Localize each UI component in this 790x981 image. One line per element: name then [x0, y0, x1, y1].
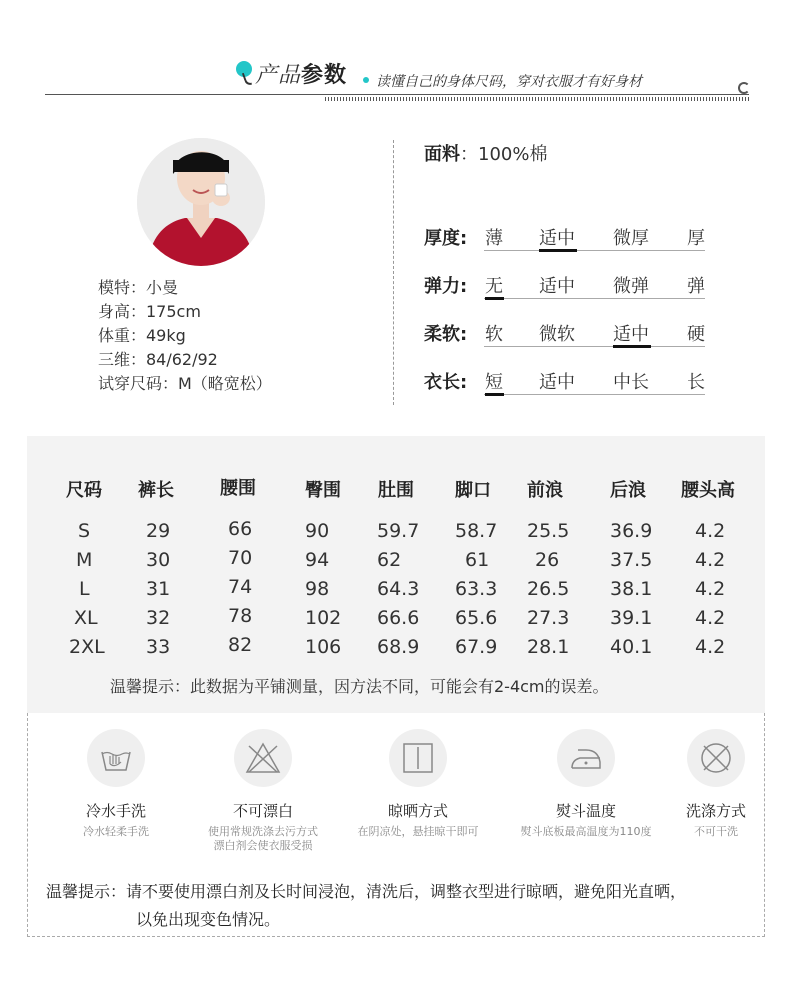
table-cell: 37.5: [610, 549, 653, 571]
table-cell: 90: [305, 520, 330, 542]
care-title: 熨斗温度: [555, 802, 616, 820]
table-cell: M: [76, 549, 93, 571]
header-hook-icon: [242, 71, 252, 86]
property-option: 微软: [539, 324, 575, 345]
property-option: 适中: [539, 228, 575, 249]
table-cell: S: [78, 520, 91, 542]
property-selected-marker: [485, 297, 504, 300]
size-table: [27, 436, 765, 713]
care-title: 晾晒方式: [387, 802, 448, 820]
property-scale-line: [484, 250, 705, 251]
property-option: 弹: [687, 276, 705, 297]
table-cell: 38.1: [610, 578, 653, 600]
table-cell: 30: [146, 549, 171, 571]
table-header: 腰头高: [681, 480, 735, 501]
table-cell: 4.2: [695, 607, 726, 629]
care-item-hand-wash: [56, 729, 176, 839]
table-cell: XL: [74, 607, 98, 629]
model-info: [98, 276, 272, 396]
table-cell: 28.1: [527, 636, 570, 658]
care-item-iron: [506, 729, 666, 839]
table-header: 前浪: [527, 480, 563, 501]
care-desc: 漂白剂会使衣服受损: [213, 839, 313, 852]
table-cell: 26: [535, 549, 560, 571]
property-scale-line: [484, 298, 705, 299]
property-option: 短: [485, 372, 503, 393]
property-selected-marker: [539, 249, 577, 252]
header-subtitle: 读懂自己的身体尺码，穿对衣服才有好身材: [376, 74, 642, 90]
care-note-line: 温馨提示：请不要使用漂白剂及长时间浸泡，清洗后，调整衣型进行晾晒，避免阳光直晒，: [46, 882, 687, 901]
table-cell: 39.1: [610, 607, 653, 629]
property-softness: [424, 320, 714, 350]
property-option: 薄: [485, 228, 503, 249]
table-cell: L: [79, 578, 90, 600]
table-cell: 32: [146, 607, 171, 629]
table-cell: 66.6: [377, 607, 420, 629]
care-desc: 不可干洗: [694, 825, 738, 838]
table-header: 脚口: [455, 480, 491, 501]
table-cell: 29: [146, 520, 171, 542]
table-cell: 4.2: [695, 549, 726, 571]
hand-wash-icon: [87, 729, 145, 787]
property-option: 厚: [687, 228, 705, 249]
table-cell: 59.7: [377, 520, 420, 542]
table-cell: 68.9: [377, 636, 420, 658]
table-cell: 94: [305, 549, 330, 571]
table-cell: 31: [146, 578, 171, 600]
model-fit-size: 试穿尺码：M（略宽松）: [98, 374, 272, 393]
care-desc: 熨斗底板最高温度为110度: [520, 825, 652, 838]
care-item-no-dry-clean: [676, 729, 756, 839]
property-option: 无: [485, 276, 503, 297]
care-desc: 使用常规洗涤去污方式: [208, 825, 318, 838]
no-bleach-icon: [234, 729, 292, 787]
table-header: 裤长: [138, 480, 174, 501]
table-header: 后浪: [610, 480, 646, 501]
table-header: 腰围: [220, 478, 256, 499]
property-option: 适中: [539, 372, 575, 393]
line-dry-icon: [389, 729, 447, 787]
table-cell: 98: [305, 578, 330, 600]
table-cell: 36.9: [610, 520, 653, 542]
table-cell: 70: [228, 547, 253, 569]
table-cell: 27.3: [527, 607, 570, 629]
property-label: 衣长:: [424, 372, 468, 393]
property-label: 柔软:: [424, 324, 468, 345]
table-cell: 67.9: [455, 636, 498, 658]
model-weight: 体重：49kg: [98, 326, 186, 345]
property-label: 弹力:: [424, 276, 468, 297]
header-title-light: 产品: [255, 63, 302, 88]
property-scale-line: [484, 394, 705, 395]
care-title: 冷水手洗: [85, 802, 146, 820]
table-header: 肚围: [378, 480, 414, 501]
care-item-no-bleach: [188, 729, 338, 853]
table-cell: 106: [305, 636, 342, 658]
table-cell: 82: [228, 634, 253, 656]
property-scale-line: [484, 346, 705, 347]
property-option: 适中: [539, 276, 575, 297]
fabric-info: [424, 140, 547, 166]
table-cell: 4.2: [695, 578, 726, 600]
table-cell: 4.2: [695, 520, 726, 542]
care-note: [46, 878, 686, 934]
model-height: 身高：175cm: [98, 302, 201, 321]
table-cell: 62: [377, 549, 402, 571]
no-dry-clean-icon: [687, 729, 745, 787]
iron-icon: [557, 729, 615, 787]
table-cell: 58.7: [455, 520, 498, 542]
property-thickness: [424, 224, 714, 254]
care-note-line: 以免出现变色情况。: [136, 910, 281, 929]
care-title: 不可漂白: [232, 802, 293, 820]
model-measurements: 三维：84/62/92: [98, 350, 218, 369]
table-cell: 25.5: [527, 520, 570, 542]
care-title: 洗涤方式: [685, 802, 746, 820]
care-item-line-dry: [343, 729, 493, 839]
table-cell: 66: [228, 518, 253, 540]
property-selected-marker: [485, 393, 504, 396]
property-option: 长: [687, 372, 705, 393]
measurement-note: 温馨提示：此数据为平铺测量，因方法不同，可能会有2-4cm的误差。: [110, 677, 609, 696]
table-cell: 2XL: [69, 636, 105, 658]
table-cell: 61: [465, 549, 490, 571]
property-option: 适中: [613, 324, 649, 345]
property-option: 中长: [613, 372, 649, 393]
table-cell: 65.6: [455, 607, 498, 629]
table-header: 臀围: [305, 480, 341, 501]
model-name: 模特：小曼: [98, 278, 179, 297]
property-selected-marker: [613, 345, 651, 348]
fabric-label: 面料: [424, 144, 460, 165]
care-desc: 冷水轻柔手洗: [83, 825, 149, 838]
care-section: [27, 713, 765, 937]
header-title-bold: 参数: [301, 63, 348, 88]
table-cell: 40.1: [610, 636, 653, 658]
property-length: [424, 368, 714, 398]
subtitle-dot-icon: [363, 77, 369, 83]
table-cell: 78: [228, 605, 253, 627]
header-rule: [45, 94, 749, 95]
property-option: 硬: [687, 324, 705, 345]
table-cell: 4.2: [695, 636, 726, 658]
table-header: 尺码: [66, 480, 102, 501]
care-desc: 在阴凉处，悬挂晾干即可: [357, 825, 479, 838]
table-cell: 74: [228, 576, 253, 598]
section-header: [0, 0, 790, 110]
fabric-value: ：100%棉: [460, 144, 548, 165]
property-option: 微弹: [613, 276, 649, 297]
vertical-divider: [393, 140, 394, 405]
model-photo: [137, 138, 265, 266]
property-label: 厚度:: [424, 228, 468, 249]
property-elasticity: [424, 272, 714, 302]
table-cell: 102: [305, 607, 342, 629]
table-cell: 63.3: [455, 578, 498, 600]
swirl-icon: [738, 82, 750, 94]
table-cell: 64.3: [377, 578, 420, 600]
header-hatch-rule: [325, 97, 749, 101]
property-option: 软: [485, 324, 503, 345]
property-option: 微厚: [613, 228, 649, 249]
table-cell: 26.5: [527, 578, 570, 600]
table-cell: 33: [146, 636, 171, 658]
